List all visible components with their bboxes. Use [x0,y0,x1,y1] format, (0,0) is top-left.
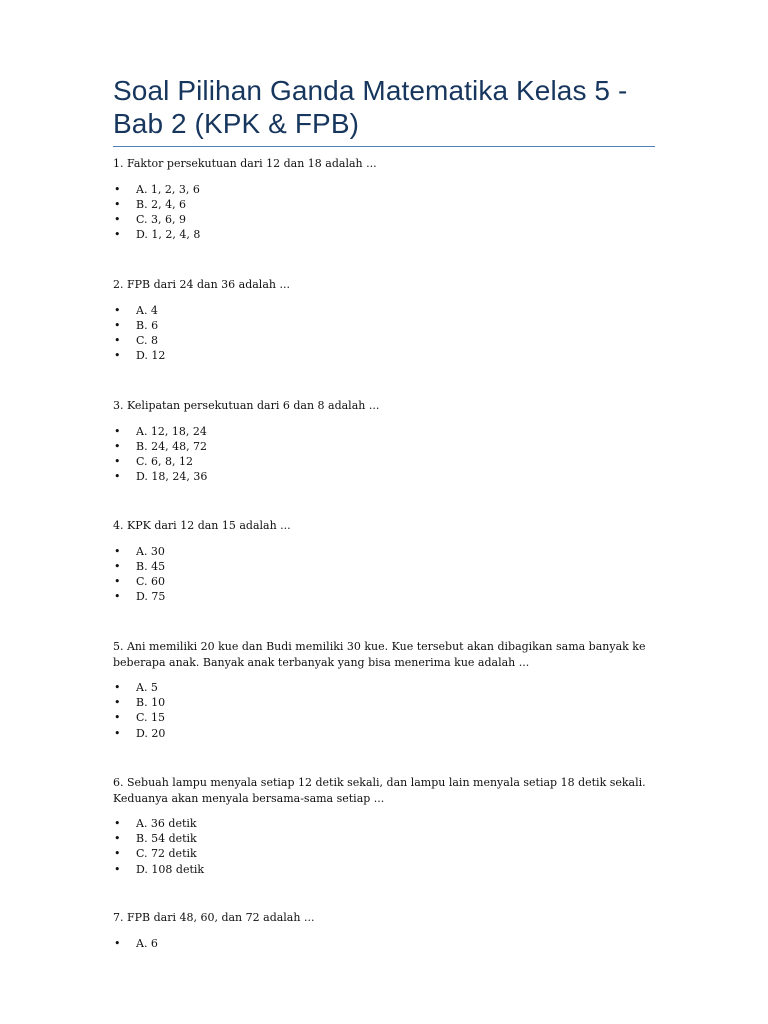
bullet-icon: • [114,696,121,710]
bullet-icon: • [114,726,121,740]
option-label: C. 72 detik [136,847,197,861]
question-2 [113,277,655,363]
bullet-icon: • [114,439,121,453]
option-item [113,544,655,559]
question-7 [113,910,655,951]
question-4 [113,518,655,604]
option-list [113,182,655,243]
option-list [113,424,655,485]
bullet-icon: • [114,711,121,725]
option-item [113,439,655,454]
question-text: 2. FPB dari 24 dan 36 adalah ... [113,278,290,291]
bullet-icon: • [114,197,121,211]
bullet-icon: • [114,862,121,876]
bullet-icon: • [114,470,121,484]
option-item [113,816,655,831]
option-label: A. 6 [136,936,158,950]
bullet-icon: • [114,303,121,317]
option-item [113,710,655,725]
option-item [113,726,655,741]
option-item [113,182,655,197]
bullet-icon: • [114,349,121,363]
bullet-icon: • [114,424,121,438]
bullet-icon: • [114,544,121,558]
option-item [113,831,655,846]
option-label: D. 12 [136,349,166,363]
bullet-icon: • [114,212,121,226]
question-text: 7. FPB dari 48, 60, dan 72 adalah ... [113,911,315,924]
option-item [113,227,655,242]
bullet-icon: • [114,817,121,830]
bullet-icon: • [114,681,121,694]
option-label: D. 18, 24, 36 [136,470,208,484]
question-3 [113,398,655,484]
bullet-icon: • [114,936,121,950]
question-text: 3. Kelipatan persekutuan dari 6 dan 8 adalah ... [113,399,380,412]
option-item [113,197,655,212]
bullet-icon: • [114,228,121,242]
option-label: B. 2, 4, 6 [136,197,187,211]
option-item [113,469,655,484]
option-label: D. 108 detik [136,862,205,876]
bullet-icon: • [114,318,121,332]
option-label: B. 10 [136,696,166,710]
option-item [113,424,655,439]
option-item [113,680,655,695]
option-label: D. 20 [136,726,166,740]
option-list [113,680,655,741]
option-item [113,559,655,574]
option-item [113,574,655,589]
option-item [113,862,655,877]
option-label: B. 45 [136,559,166,573]
bullet-icon: • [114,182,121,196]
question-text: 5. Ani memiliki 20 kue dan Budi memiliki 30 kue. Kue tersebut akan dibagikan sama banyak ke beberapa anak. Banyak anak terbanyak yang bisa menerima kue adalah ... [113,640,646,669]
option-label: C. 3, 6, 9 [136,212,186,226]
option-item [113,333,655,348]
option-label: A. 4 [136,303,158,317]
question-1 [113,156,655,242]
option-list [113,816,655,877]
question-text: 1. Faktor persekutuan dari 12 dan 18 adalah ... [113,157,377,170]
bullet-icon: • [114,574,121,588]
option-label: C. 60 [136,574,166,588]
option-label: D. 75 [136,590,166,604]
option-list [113,936,655,951]
option-label: A. 30 [136,544,165,558]
option-label: B. 6 [136,318,159,332]
option-item [113,348,655,363]
option-item [113,454,655,469]
bullet-icon: • [114,832,121,846]
bullet-icon: • [114,333,121,347]
question-5 [113,639,655,741]
document-page [113,74,655,950]
option-list [113,544,655,605]
option-item [113,303,655,318]
question-6 [113,775,655,877]
option-label: C. 15 [136,711,166,725]
option-item [113,846,655,861]
title-underline [113,146,655,147]
option-label: C. 8 [136,333,159,347]
bullet-icon: • [114,454,121,468]
document-title: Soal Pilihan Ganda Matematika Kelas 5 - Bab 2 (KPK & FPB) [113,75,628,139]
bullet-icon: • [114,559,121,573]
option-label: B. 54 detik [136,832,197,846]
option-item [113,695,655,710]
option-item [113,318,655,333]
option-label: C. 6, 8, 12 [136,454,193,468]
option-label: A. 36 detik [136,817,197,830]
option-item [113,936,655,951]
question-text: 6. Sebuah lampu menyala setiap 12 detik sekali, dan lampu lain menyala setiap 18 detik sekali. Keduanya akan menyala bersama-sama setiap ... [113,776,646,805]
option-list [113,303,655,364]
option-label: B. 24, 48, 72 [136,439,208,453]
option-label: D. 1, 2, 4, 8 [136,228,201,242]
option-item [113,212,655,227]
option-label: A. 5 [136,681,158,694]
question-text: 4. KPK dari 12 dan 15 adalah ... [113,519,291,532]
option-item [113,589,655,604]
option-label: A. 12, 18, 24 [136,424,207,438]
bullet-icon: • [114,847,121,861]
option-label: A. 1, 2, 3, 6 [136,182,200,196]
bullet-icon: • [114,590,121,604]
